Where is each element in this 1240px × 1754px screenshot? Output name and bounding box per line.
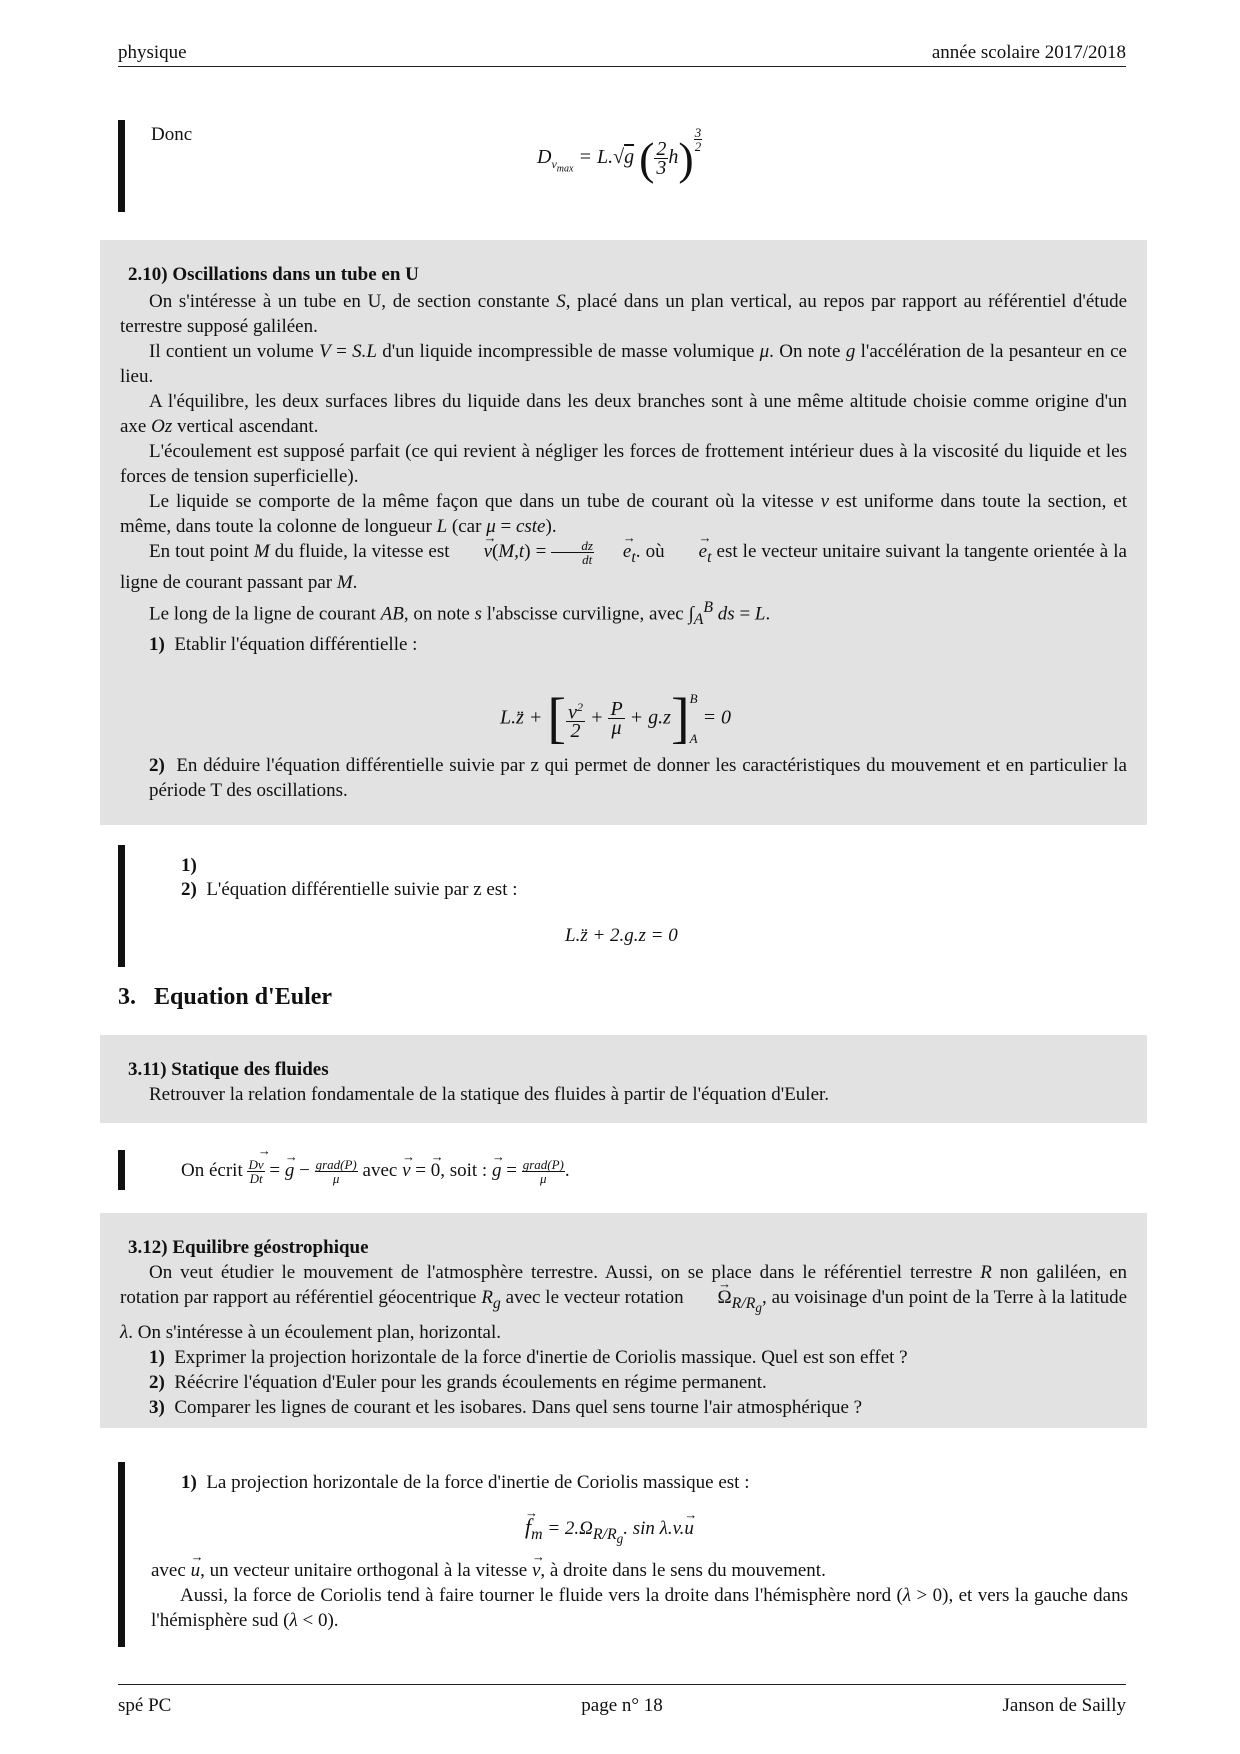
paragraph: A l'équilibre, les deux surfaces libres du liquide dans les deux branches sont à une même altitude choisie comme origine d'un axe Oz vertical ascendant. (120, 391, 1127, 437)
section-heading (118, 985, 332, 1010)
question-number: 1) (149, 633, 165, 655)
header-year: année scolaire 2017/2018 (931, 42, 1126, 63)
paragraph: Le liquide se comporte de la même façon que dans un tube de courant où la vitesse v est uniforme dans toute la section, et même, dans toute la colonne de longueur L (car μ = cste). (120, 491, 1128, 537)
paragraph: Retrouver la relation fondamentale de la statique des fluides à partir de l'équation d'Euler. (149, 1084, 830, 1105)
paragraph: Le long de la ligne de courant AB, on note s l'abscisse curviligne, avec $\int_A^B$ ds = L. (149, 598, 771, 628)
paragraph: Il contient un volume V = S.L d'un liquide incompressible de masse volumique μ. On note g l'accélération de la pesanteur en ce lieu. (120, 341, 1127, 387)
answer-number: 1) (181, 855, 197, 876)
exercise-title: 2.10) Oscillations dans un tube en U (128, 264, 419, 285)
question-1 (120, 632, 1127, 657)
header-subject: physique (118, 42, 187, 63)
equation-dvmax: $D_{v_{max}} = L.√g$ ( $\frac{2}{3}$ h) $^{\frac{3}{2}}$ (537, 125, 702, 184)
answer-block-3 (118, 1150, 570, 1190)
footer-class: spé PC (118, 1695, 172, 1716)
exercise-3-12 (100, 1213, 1147, 1428)
question-text: Comparer les lignes de courant et les isobares. Dans quel sens tourne l'air atmosphérique ? (174, 1396, 863, 1418)
answer-line: On écrit $\frac{Dv \to}{Dt}$ = g → − grad(P) μ avec v → = 0 →, soit : g → = grad(P) μ . (181, 1158, 570, 1185)
exercise-title: 3.12) Equilibre géostrophique (128, 1237, 369, 1258)
equation-coriolis: $f \to_m = 2.\Omega_{R/R_g}$. sin λ.v.u → (525, 1514, 694, 1551)
answer-text: avec (362, 1160, 398, 1181)
question-2 (120, 753, 1127, 803)
question-1 (120, 1345, 1127, 1370)
section-number: 3. (118, 984, 136, 1010)
answer-text: , soit : (440, 1160, 488, 1181)
answer-text: La projection horizontale de la force d'inertie de Coriolis massique est : (206, 1472, 750, 1493)
paragraph: On s'intéresse à un tube en U, de section constante S, placé dans un plan vertical, au repos par rapport au référentiel d'étude terrestre supposé galiléen. (120, 291, 1128, 337)
question-text: Etablir l'équation différentielle : (174, 633, 418, 655)
paragraph: Aussi, la force de Coriolis tend à faire tourner le fluide vers la droite dans l'hémisphère nord (λ > 0), et vers la gauche dans l'hémisphère sud (λ < 0). (151, 1585, 1128, 1631)
answer-block-1 (118, 120, 702, 212)
question-number: 1) (149, 1346, 165, 1368)
answer-number: 2) (181, 879, 197, 900)
equation-oscillation: L.z̈ + 2.g.z = 0 (565, 925, 678, 946)
answer-number: 1) (181, 1472, 197, 1493)
page-footer (118, 1684, 1126, 1725)
question-3 (120, 1395, 1127, 1420)
question-text: Exprimer la projection horizontale de la force d'inertie de Coriolis massique. Quel est son effet ? (174, 1346, 908, 1368)
exercise-title: 3.11) Statique des fluides (128, 1059, 329, 1080)
answer-line (181, 853, 197, 878)
question-text: Réécrire l'équation d'Euler pour les grands écoulements en régime permanent. (174, 1371, 767, 1393)
answer-line (181, 877, 518, 902)
paragraph: On veut étudier le mouvement de l'atmosphère terrestre. Aussi, on se place dans le référentiel terrestre R non galiléen, en rotation par rapport au référentiel géocentrique $R_g$ avec le vecteur rotation $\Omega \to_{R/R_g}$, au voisinage d'un point de la Terre à la latitude λ. On s'intéresse à un écoulement plan, horizontal. (120, 1260, 1127, 1345)
question-number: 2) (149, 754, 165, 776)
answer-intro: Donc (151, 124, 193, 145)
footer-page-number: page n° 18 (581, 1695, 663, 1716)
answer-line (181, 1470, 750, 1495)
question-2 (120, 1370, 1127, 1395)
question-number: 3) (149, 1396, 165, 1418)
section-title: Equation d'Euler (154, 984, 333, 1010)
exercise-2-10 (100, 240, 1147, 825)
equation-euler-integrated: L.z̈ + [ $\frac{v^2}{2}$ + $\frac{P}{\mu}$ + g.z] B A = 0 (500, 687, 732, 750)
page-header (118, 38, 1126, 67)
footer-school: Janson de Sailly (1002, 1695, 1126, 1716)
paragraph: avec u →, un vecteur unitaire orthogonal à la vitesse v →, à droite dans le sens du mouvement. (151, 1558, 1128, 1583)
answer-block-2 (118, 845, 678, 967)
paragraph: L'écoulement est supposé parfait (ce qui revient à négliger les forces de frottement intérieur dues à la viscosité du liquide et les forces de tension superficielle). (120, 441, 1127, 487)
question-text: En déduire l'équation différentielle suivie par z qui permet de donner les caractéristiques du mouvement et en particulier la période T des oscillations. (149, 754, 1127, 801)
answer-text: L'équation différentielle suivie par z est : (206, 879, 518, 900)
answer-text: On écrit (181, 1160, 243, 1181)
answer-block-4 (118, 1462, 1128, 1647)
paragraph: En tout point M du fluide, la vitesse est v →(M,t) = $\frac{dz}{dt}$ $e \to_t$. où $e \to_t$ est le vecteur unitaire suivant la tangente orientée à la ligne de courant passant par M. (120, 539, 1127, 595)
exercise-3-11 (100, 1035, 1147, 1123)
question-number: 2) (149, 1371, 165, 1393)
